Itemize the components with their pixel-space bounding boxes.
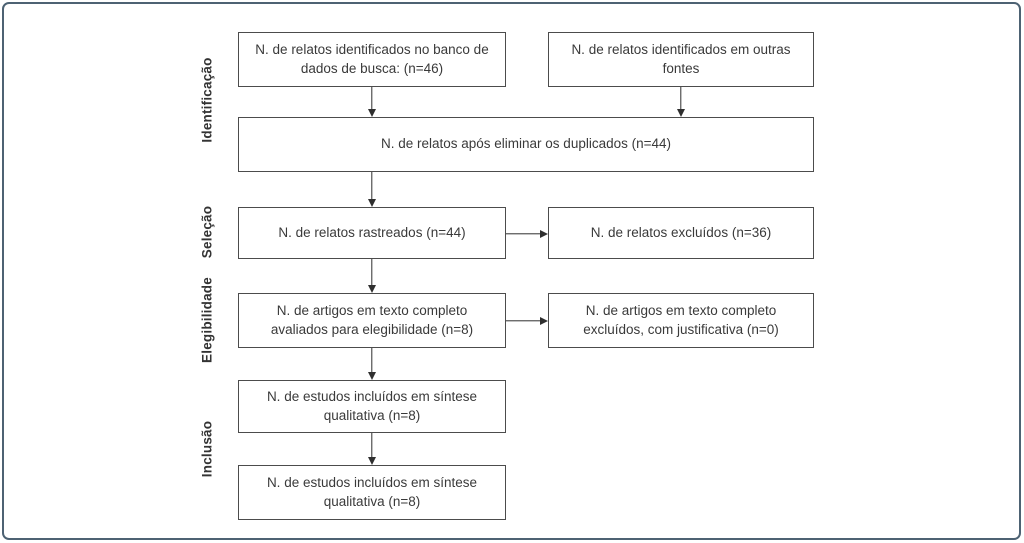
- stage-label-elegibilidade: Elegibilidade: [199, 277, 215, 363]
- arrow-shaft: [371, 433, 372, 458]
- arrow-down-fulltext-to-included-1: [366, 348, 377, 380]
- box-records-screened: N. de relatos rastreados (n=44): [238, 207, 506, 259]
- arrow-head-icon: [368, 199, 376, 207]
- box-studies-included-qualitative-1: N. de estudos incluídos em síntese qualitativa (n=8): [238, 380, 506, 433]
- arrow-right-screened-to-excluded: [506, 228, 548, 239]
- stage-label-identificacao: Identificação: [199, 57, 215, 143]
- arrow-shaft: [371, 259, 372, 286]
- figure-border: [2, 2, 1021, 540]
- box-records-excluded: N. de relatos excluídos (n=36): [548, 207, 814, 259]
- arrow-shaft: [371, 87, 372, 110]
- arrow-shaft: [371, 348, 372, 373]
- arrow-shaft: [371, 172, 372, 200]
- arrow-head-icon: [677, 109, 685, 117]
- arrow-head-icon: [368, 109, 376, 117]
- arrow-down-database-to-duplicates: [366, 87, 377, 117]
- arrow-down-screened-to-fulltext: [366, 259, 377, 293]
- box-fulltext-assessed: N. de artigos em texto completo avaliados para elegibilidade (n=8): [238, 293, 506, 348]
- arrow-right-fulltext-to-fulltext-excluded: [506, 315, 548, 326]
- box-studies-included-qualitative-2: N. de estudos incluídos em síntese qualitativa (n=8): [238, 465, 506, 520]
- arrow-down-duplicates-to-screened: [366, 172, 377, 207]
- box-records-identified-database: N. de relatos identificados no banco de dados de busca: (n=46): [238, 32, 506, 87]
- arrow-head-icon: [368, 372, 376, 380]
- box-fulltext-excluded: N. de artigos em texto completo excluídos, com justificativa (n=0): [548, 293, 814, 348]
- arrow-down-included-1-to-included-2: [366, 433, 377, 465]
- arrow-head-icon: [540, 230, 548, 238]
- arrow-shaft: [506, 320, 541, 321]
- arrow-head-icon: [368, 457, 376, 465]
- box-records-identified-other-sources: N. de relatos identificados em outras fontes: [548, 32, 814, 87]
- box-records-after-duplicates-removed: N. de relatos após eliminar os duplicados (n=44): [238, 117, 814, 172]
- arrow-shaft: [680, 87, 681, 110]
- arrow-head-icon: [540, 317, 548, 325]
- arrow-down-other-sources-to-duplicates: [675, 87, 686, 117]
- arrow-head-icon: [368, 285, 376, 293]
- stage-label-inclusao: Inclusão: [199, 420, 215, 478]
- arrow-shaft: [506, 233, 541, 234]
- stage-label-selecao: Seleção: [199, 205, 215, 259]
